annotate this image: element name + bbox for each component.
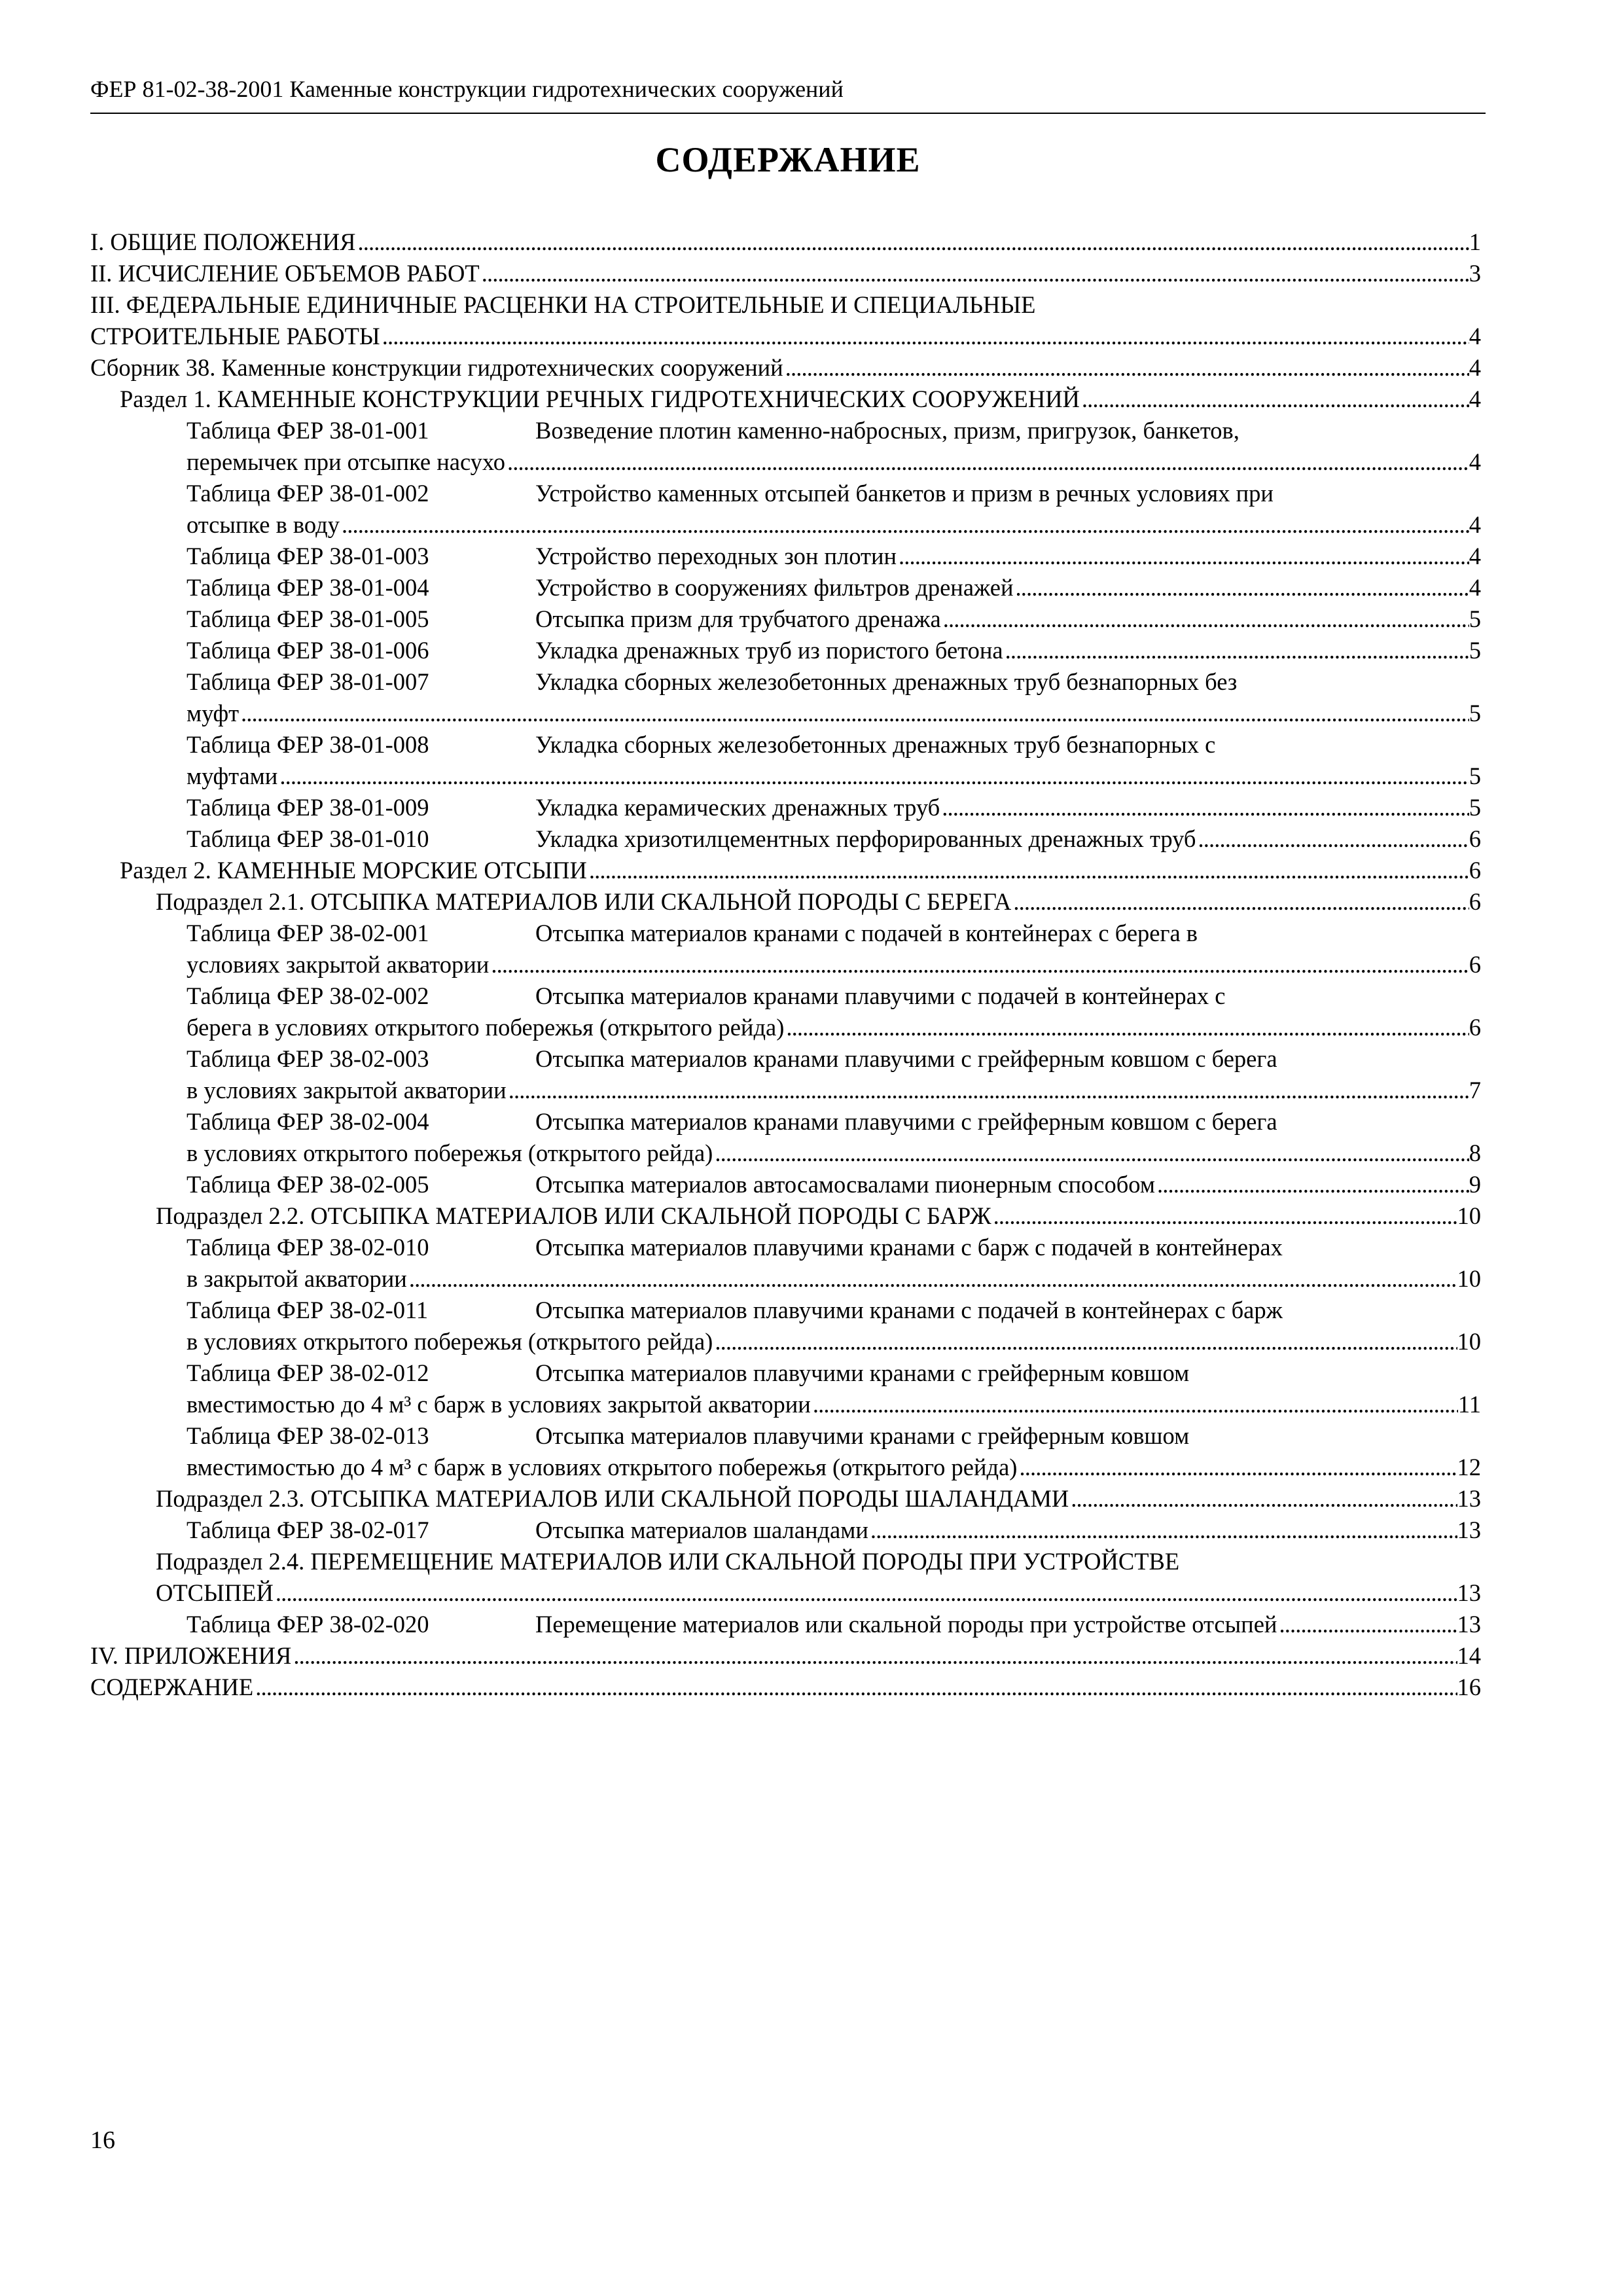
toc-entry-label: Подраздел 2.3. ОТСЫПКА МАТЕРИАЛОВ ИЛИ СКАЛЬНОЙ ПОРОДЫ ШАЛАНДАМИ (156, 1485, 1069, 1512)
table-title-continued: условиях закрытой акватории (187, 951, 490, 978)
toc-table-entry-38-01-007[interactable] (90, 698, 1481, 729)
table-title: Устройство переходных зон плотин (535, 543, 897, 569)
toc-table-entry-38-01-006[interactable] (90, 635, 1481, 666)
toc-leader-dots (505, 446, 1469, 478)
toc-entry-label: Подраздел 2.1. ОТСЫПКА МАТЕРИАЛОВ ИЛИ СКАЛЬНОЙ ПОРОДЫ С БЕРЕГА (156, 888, 1012, 915)
table-title: Отсыпка материалов кранами плавучими с грейферным ковшом с берега (535, 1045, 1277, 1072)
toc-table-entry-38-02-004[interactable] (90, 1138, 1481, 1169)
toc-page-number: 4 (1469, 323, 1481, 350)
toc-entry-general-provisions[interactable] (90, 226, 1481, 258)
toc-entry-subsection-2-3[interactable] (90, 1483, 1481, 1515)
table-title: Отсыпка материалов кранами с подачей в контейнерах с берега в (535, 920, 1198, 946)
running-header (90, 76, 1486, 114)
toc-page-number: 16 (1457, 1674, 1481, 1700)
toc-table-entry-38-01-004[interactable] (90, 572, 1481, 603)
toc-entry-label: Раздел 2. КАМЕННЫЕ МОРСКИЕ ОТСЫПИ (120, 857, 587, 884)
toc-leader-dots (489, 949, 1469, 980)
toc-entry-federal-rates[interactable] (90, 321, 1481, 352)
toc-leader-dots (253, 1672, 1457, 1703)
toc-page-number: 8 (1469, 1139, 1481, 1166)
toc-entry-label: СОДЕРЖАНИЕ (90, 1674, 254, 1700)
table-title: Отсыпка призм для трубчатого дренажа (535, 605, 941, 632)
table-title: Устройство в сооружениях фильтров дренажей (535, 574, 1014, 601)
toc-page-number: 10 (1457, 1202, 1481, 1229)
toc-leader-dots (277, 761, 1469, 792)
table-code: Таблица ФЕР 38-02-005 (187, 1171, 429, 1198)
toc-page-number: 5 (1469, 605, 1481, 632)
toc-table-entry-38-02-012[interactable] (90, 1389, 1481, 1420)
toc-entry-subsection-2-2[interactable] (90, 1200, 1481, 1232)
toc-leader-dots (507, 1075, 1469, 1106)
table-title: Отсыпка материалов кранами плавучими с подачей в контейнерах с (535, 982, 1226, 1009)
toc-table-entry-38-01-001-line1[interactable] (90, 415, 1481, 446)
toc-page-number: 5 (1469, 794, 1481, 821)
table-title: Отсыпка материалов кранами плавучими с грейферным ковшом с берега (535, 1108, 1277, 1135)
table-code: Таблица ФЕР 38-02-017 (187, 1516, 429, 1543)
toc-table-entry-38-01-008-line1[interactable] (90, 729, 1481, 761)
table-title: Отсыпка материалов плавучими кранами с грейферным ковшом (535, 1422, 1190, 1449)
toc-table-entry-38-01-001[interactable] (90, 446, 1481, 478)
toc-table-entry-38-02-002[interactable] (90, 1012, 1481, 1043)
toc-leader-dots (1069, 1483, 1457, 1515)
toc-table-entry-38-01-005[interactable] (90, 603, 1481, 635)
toc-entry-section-1[interactable] (90, 384, 1481, 415)
table-title: Укладка хризотилцементных перфорированных дренажных труб (535, 825, 1196, 852)
toc-leader-dots (1196, 823, 1469, 855)
table-title-continued: в условиях закрытой акватории (187, 1077, 507, 1103)
toc-page-number: 6 (1469, 1014, 1481, 1041)
toc-entry-subsection-2-4-line1[interactable] (90, 1546, 1481, 1577)
toc-page-number: 5 (1469, 700, 1481, 726)
toc-leader-dots (239, 698, 1469, 729)
toc-leader-dots (1003, 635, 1469, 666)
table-title-continued: в условиях открытого побережья (открытого рейда) (187, 1328, 713, 1355)
toc-entry-appendices[interactable] (90, 1640, 1481, 1672)
toc-table-entry-38-02-010-line1[interactable] (90, 1232, 1481, 1263)
toc-page-number: 7 (1469, 1077, 1481, 1103)
table-title: Укладка керамических дренажных труб (535, 794, 940, 821)
toc-leader-dots (713, 1326, 1457, 1357)
toc-table-entry-38-01-008[interactable] (90, 761, 1481, 792)
toc-table-entry-38-02-012-line1[interactable] (90, 1357, 1481, 1389)
toc-table-entry-38-01-007-line1[interactable] (90, 666, 1481, 698)
toc-leader-dots (1014, 572, 1469, 603)
table-code: Таблица ФЕР 38-01-005 (187, 605, 429, 632)
toc-leader-dots (941, 603, 1469, 635)
table-title-continued: муфт (187, 700, 240, 726)
toc-leader-dots (713, 1138, 1469, 1169)
toc-entry-label: II. ИСЧИСЛЕНИЕ ОБЪЕМОВ РАБОТ (90, 260, 480, 287)
toc-leader-dots (1017, 1452, 1457, 1483)
table-code: Таблица ФЕР 38-01-008 (187, 731, 429, 758)
toc-entry-label: III. ФЕДЕРАЛЬНЫЕ ЕДИНИЧНЫЕ РАСЦЕНКИ НА СТРОИТЕЛЬНЫЕ И СПЕЦИАЛЬНЫЕ (90, 291, 1036, 318)
table-title: Отсыпка материалов автосамосвалами пионерным способом (535, 1171, 1155, 1198)
toc-leader-dots (587, 855, 1469, 886)
table-title: Перемещение материалов или скальной породы при устройстве отсыпей (535, 1611, 1277, 1638)
toc-page-number: 5 (1469, 762, 1481, 789)
toc-leader-dots (274, 1577, 1457, 1609)
toc-leader-dots (784, 1012, 1469, 1043)
table-code: Таблица ФЕР 38-01-010 (187, 825, 429, 852)
toc-table-entry-38-02-010[interactable] (90, 1263, 1481, 1295)
toc-leader-dots (940, 792, 1469, 823)
toc-page-number: 4 (1469, 386, 1481, 412)
toc-page-number: 9 (1469, 1171, 1481, 1198)
toc-leader-dots (291, 1640, 1457, 1672)
toc-leader-dots (407, 1263, 1457, 1295)
toc-table-entry-38-02-005[interactable] (90, 1169, 1481, 1200)
table-of-contents (90, 226, 1481, 1703)
toc-entry-collection-38[interactable] (90, 352, 1481, 384)
table-code: Таблица ФЕР 38-01-007 (187, 668, 429, 695)
table-code: Таблица ФЕР 38-02-001 (187, 920, 429, 946)
table-title: Отсыпка материалов шаландами (535, 1516, 868, 1543)
page-number-footer: 16 (90, 2126, 115, 2154)
toc-page-number: 6 (1469, 888, 1481, 915)
toc-leader-dots (1155, 1169, 1469, 1200)
table-title-continued: берега в условиях открытого побережья (открытого рейда) (187, 1014, 785, 1041)
table-title: Отсыпка материалов плавучими кранами с грейферным ковшом (535, 1359, 1190, 1386)
toc-entry-subsection-2-1[interactable] (90, 886, 1481, 918)
toc-leader-dots (811, 1389, 1458, 1420)
toc-entry-label: I. ОБЩИЕ ПОЛОЖЕНИЯ (90, 228, 356, 255)
table-code: Таблица ФЕР 38-01-003 (187, 543, 429, 569)
toc-page-number: 13 (1457, 1611, 1481, 1638)
toc-leader-dots (1011, 886, 1469, 918)
toc-leader-dots (1277, 1609, 1457, 1640)
toc-entry-label: Раздел 1. КАМЕННЫЕ КОНСТРУКЦИИ РЕЧНЫХ ГИДРОТЕХНИЧЕСКИХ СООРУЖЕНИЙ (120, 386, 1080, 412)
toc-table-entry-38-02-003-line1[interactable] (90, 1043, 1481, 1075)
table-code: Таблица ФЕР 38-02-013 (187, 1422, 429, 1449)
table-code: Таблица ФЕР 38-01-002 (187, 480, 429, 507)
toc-table-entry-38-01-010[interactable] (90, 823, 1481, 855)
table-code: Таблица ФЕР 38-02-012 (187, 1359, 429, 1386)
toc-table-entry-38-01-003[interactable] (90, 541, 1481, 572)
table-title-continued: перемычек при отсыпке насухо (187, 448, 506, 475)
table-code: Таблица ФЕР 38-02-011 (187, 1297, 429, 1323)
toc-page-number: 4 (1469, 511, 1481, 538)
toc-leader-dots (1080, 384, 1469, 415)
toc-table-entry-38-02-001-line1[interactable] (90, 918, 1481, 949)
table-title: Укладка дренажных труб из пористого бетона (535, 637, 1003, 664)
toc-entry-label: Подраздел 2.2. ОТСЫПКА МАТЕРИАЛОВ ИЛИ СКАЛЬНОЙ ПОРОДЫ С БАРЖ (156, 1202, 991, 1229)
toc-page-number: 13 (1457, 1579, 1481, 1606)
toc-leader-dots (340, 509, 1469, 541)
toc-leader-dots (868, 1515, 1457, 1546)
table-code: Таблица ФЕР 38-01-001 (187, 417, 429, 444)
toc-table-entry-38-02-004-line1[interactable] (90, 1106, 1481, 1138)
toc-page-number: 12 (1457, 1454, 1481, 1480)
toc-page-number: 13 (1457, 1516, 1481, 1543)
toc-page-number: 13 (1457, 1485, 1481, 1512)
toc-page-number: 3 (1469, 260, 1481, 287)
table-title: Укладка сборных железобетонных дренажных труб безнапорных с (535, 731, 1216, 758)
toc-entry-label: IV. ПРИЛОЖЕНИЯ (90, 1642, 292, 1669)
toc-entry-subsection-2-4[interactable] (90, 1577, 1481, 1609)
table-title: Отсыпка материалов плавучими кранами с подачей в контейнерах с барж (535, 1297, 1283, 1323)
toc-leader-dots (783, 352, 1469, 384)
toc-page-number: 10 (1457, 1328, 1481, 1355)
toc-entry-federal-rates-line1[interactable] (90, 289, 1481, 321)
toc-page-number: 14 (1457, 1642, 1481, 1669)
table-title-continued: муфтами (187, 762, 278, 789)
table-code: Таблица ФЕР 38-01-009 (187, 794, 429, 821)
table-title: Отсыпка материалов плавучими кранами с барж с подачей в контейнерах (535, 1234, 1283, 1261)
toc-page-number: 4 (1469, 543, 1481, 569)
toc-leader-dots (897, 541, 1469, 572)
toc-table-entry-38-01-009[interactable] (90, 792, 1481, 823)
toc-table-entry-38-02-013[interactable] (90, 1452, 1481, 1483)
toc-entry-label-continued: ОТСЫПЕЙ (156, 1579, 274, 1606)
toc-leader-dots (480, 258, 1469, 289)
toc-table-entry-38-02-002-line1[interactable] (90, 980, 1481, 1012)
table-code: Таблица ФЕР 38-02-003 (187, 1045, 429, 1072)
table-title-continued: отсыпке в воду (187, 511, 340, 538)
table-title: Устройство каменных отсыпей банкетов и призм в речных условиях при (535, 480, 1274, 507)
toc-table-entry-38-02-011-line1[interactable] (90, 1295, 1481, 1326)
toc-entry-volume-calculation[interactable] (90, 258, 1481, 289)
table-title: Укладка сборных железобетонных дренажных труб безнапорных без (535, 668, 1238, 695)
toc-entry-section-2[interactable] (90, 855, 1481, 886)
toc-table-entry-38-02-020[interactable] (90, 1609, 1481, 1640)
table-code: Таблица ФЕР 38-02-002 (187, 982, 429, 1009)
table-title-continued: в закрытой акватории (187, 1265, 407, 1292)
toc-entry-label: Подраздел 2.4. ПЕРЕМЕЩЕНИЕ МАТЕРИАЛОВ ИЛИ СКАЛЬНОЙ ПОРОДЫ ПРИ УСТРОЙСТВЕ (156, 1548, 1180, 1575)
toc-leader-dots (991, 1200, 1457, 1232)
toc-page-number: 11 (1457, 1391, 1481, 1418)
table-title-continued: вместимостью до 4 м³ с барж в условиях закрытой акватории (187, 1391, 811, 1418)
toc-table-entry-38-01-002[interactable] (90, 509, 1481, 541)
toc-page-number: 4 (1469, 574, 1481, 601)
toc-table-entry-38-01-002-line1[interactable] (90, 478, 1481, 509)
table-code: Таблица ФЕР 38-01-006 (187, 637, 429, 664)
table-title-continued: вместимостью до 4 м³ с барж в условиях открытого побережья (открытого рейда) (187, 1454, 1018, 1480)
toc-table-entry-38-02-017[interactable] (90, 1515, 1481, 1546)
page-title: СОДЕРЖАНИЕ (655, 140, 921, 179)
toc-table-entry-38-02-001[interactable] (90, 949, 1481, 980)
toc-page-number: 1 (1469, 228, 1481, 255)
toc-page-number: 4 (1469, 354, 1481, 381)
table-title-continued: в условиях открытого побережья (открытого рейда) (187, 1139, 713, 1166)
toc-page-number: 6 (1469, 857, 1481, 884)
table-code: Таблица ФЕР 38-01-004 (187, 574, 429, 601)
toc-page-number: 6 (1469, 951, 1481, 978)
toc-page-number: 5 (1469, 637, 1481, 664)
running-title: ФЕР 81-02-38-2001 Каменные конструкции гидротехнических сооружений (90, 76, 844, 102)
toc-page-number: 10 (1457, 1265, 1481, 1292)
table-title: Возведение плотин каменно-набросных, призм, пригрузок, банкетов, (535, 417, 1240, 444)
toc-entry-label-continued: СТРОИТЕЛЬНЫЕ РАБОТЫ (90, 323, 380, 350)
toc-leader-dots (356, 226, 1469, 258)
toc-entry-contents[interactable] (90, 1672, 1481, 1703)
toc-table-entry-38-02-011[interactable] (90, 1326, 1481, 1357)
toc-page-number: 6 (1469, 825, 1481, 852)
table-code: Таблица ФЕР 38-02-004 (187, 1108, 429, 1135)
table-code: Таблица ФЕР 38-02-010 (187, 1234, 429, 1261)
toc-entry-label: Сборник 38. Каменные конструкции гидротехнических сооружений (90, 354, 783, 381)
toc-leader-dots (380, 321, 1469, 352)
toc-table-entry-38-02-003[interactable] (90, 1075, 1481, 1106)
table-code: Таблица ФЕР 38-02-020 (187, 1611, 429, 1638)
toc-page-number: 4 (1469, 448, 1481, 475)
toc-table-entry-38-02-013-line1[interactable] (90, 1420, 1481, 1452)
